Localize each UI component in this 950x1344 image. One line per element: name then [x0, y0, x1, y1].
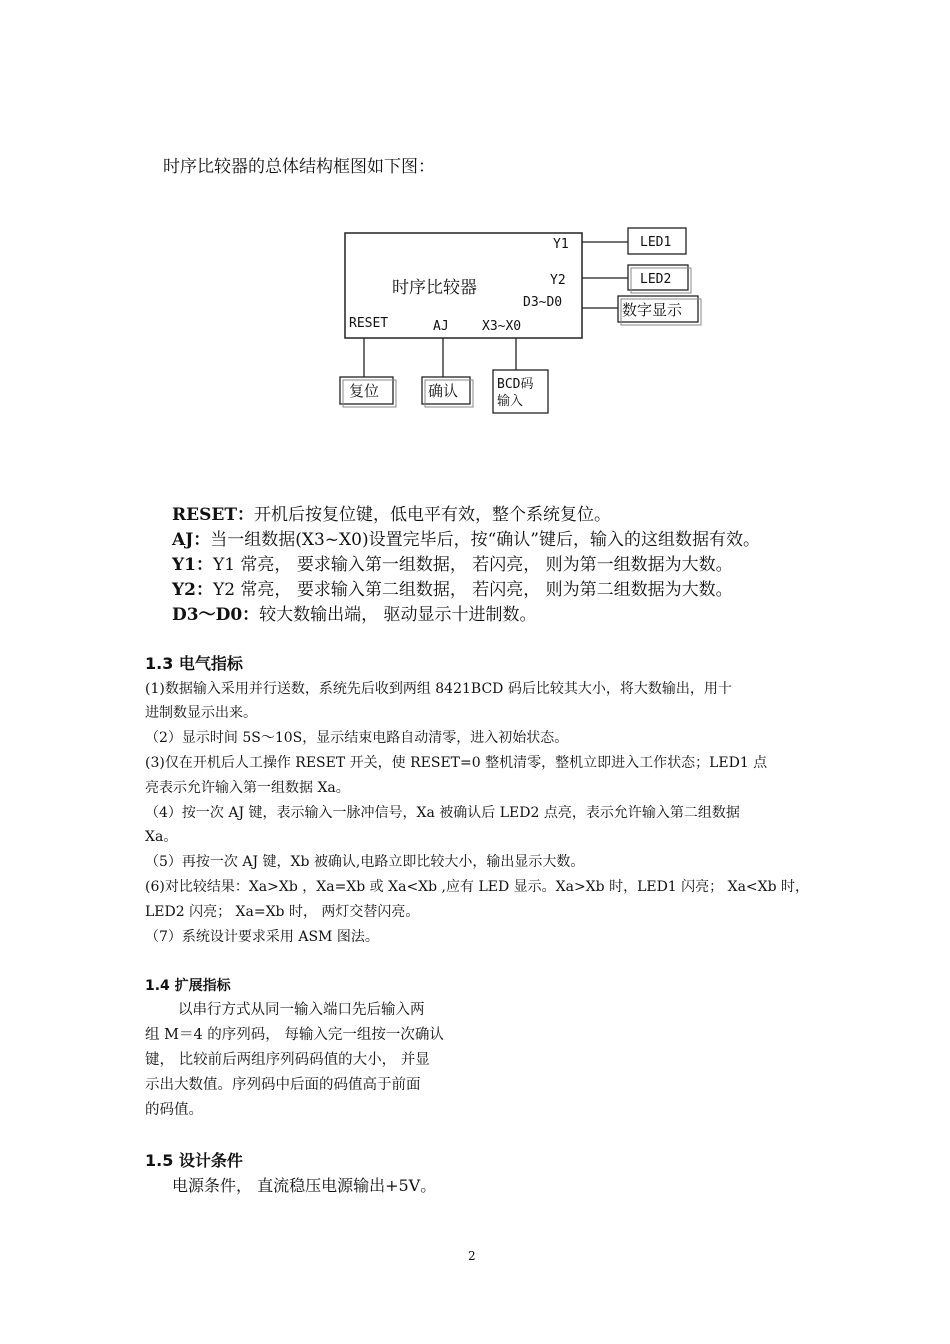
- def-d: [172, 600, 537, 625]
- input-reset-label: RESET: [349, 316, 389, 331]
- section-1-5-heading: 1.5 设计条件: [145, 1151, 243, 1170]
- def-text: 当一组数据(X3~X0)设置完毕后，按“确认”键后，输入的这组数据有效。: [210, 530, 760, 550]
- sec13-line: (3)仅在开机后人工操作 RESET 开关，使 RESET=0 整机清零，整机立即进入工作状态；LED1 点: [145, 755, 768, 771]
- sec13-line: 进制数显示出来。: [145, 705, 257, 721]
- sec13-line: 亮表示允许输入第一组数据 Xa。: [145, 780, 350, 796]
- def-y1: [172, 550, 733, 575]
- sec13-line: (1)数据输入采用并行送数，系统先后收到两组 8421BCD 码后比较其大小，将大数输出，用十: [145, 681, 732, 697]
- sec14-line: 示出大数值。序列码中后面的码值高于前面: [145, 1077, 421, 1093]
- sec13-line: LED2 闪亮； Xa=Xb 时， 两灯交替闪亮。: [145, 904, 420, 920]
- led2-label: LED2: [640, 272, 672, 287]
- sec15-text: 电源条件， 直流稳压电源输出+5V。: [172, 1176, 437, 1195]
- sec14-line: 的码值。: [145, 1102, 203, 1118]
- confirm-box-label: 确认: [428, 382, 459, 400]
- def-aj: [172, 525, 760, 550]
- sec13-line: Xa。: [145, 829, 178, 845]
- bcd-box-line2: 输入: [497, 394, 524, 409]
- input-aj-label: AJ: [433, 319, 449, 334]
- def-term: D3～D0：: [172, 605, 260, 625]
- comparator-label: 时序比较器: [392, 278, 477, 298]
- sec14-line: 以串行方式从同一输入端口先后输入两: [178, 1002, 425, 1018]
- def-text: 较大数输出端， 驱动显示十进制数。: [259, 605, 537, 625]
- def-term: Y1：: [172, 555, 213, 575]
- intro-text: 时序比较器的总体结构框图如下图：: [163, 157, 435, 177]
- led1-label: LED1: [640, 235, 672, 250]
- output-y1-label: Y1: [553, 237, 569, 252]
- output-y2-label: Y2: [550, 273, 566, 288]
- def-term: RESET：: [172, 505, 254, 525]
- output-d-label: D3~D0: [523, 295, 563, 310]
- def-text: Y2 常亮， 要求输入第二组数据， 若闪亮， 则为第二组数据为大数。: [212, 580, 733, 600]
- def-term: AJ：: [172, 530, 211, 550]
- sec13-line: （4）按一次 AJ 键，表示输入一脉冲信号，Xa 被确认后 LED2 点亮，表示允许输入第二组数据: [145, 805, 740, 821]
- reset-box-label: 复位: [349, 382, 380, 400]
- sec13-line: (6)对比较结果：Xa>Xb ，Xa=Xb 或 Xa<Xb ,应有 LED 显示。Xa>Xb 时，LED1 闪亮； Xa<Xb 时，: [145, 879, 810, 895]
- def-y2: [172, 575, 733, 600]
- input-x-label: X3~X0: [482, 319, 522, 334]
- sec14-line: 键， 比较前后两组序列码码值的大小， 并显: [145, 1052, 430, 1068]
- section-1-4-heading: 1.4 扩展指标: [145, 978, 231, 994]
- sec13-line: （7）系统设计要求采用 ASM 图法。: [145, 929, 379, 945]
- def-text: 开机后按复位键，低电平有效，整个系统复位。: [253, 505, 611, 525]
- sec14-line: 组 M＝4 的序列码， 每输入完一组按一次确认: [145, 1027, 444, 1043]
- display-label: 数字显示: [622, 301, 683, 319]
- def-reset: [172, 500, 611, 525]
- sec13-line: （2）显示时间 5S～10S，显示结束电路自动清零，进入初始状态。: [145, 730, 569, 746]
- page-number: 2: [468, 1249, 476, 1263]
- sec13-line: （5）再按一次 AJ 键，Xb 被确认,电路立即比较大小，输出显示大数。: [145, 854, 585, 870]
- bcd-box-line1: BCD码: [497, 377, 534, 392]
- section-1-3-heading: 1.3 电气指标: [145, 654, 243, 673]
- def-term: Y2：: [172, 580, 213, 600]
- block-diagram: [330, 220, 710, 420]
- def-text: Y1 常亮， 要求输入第一组数据， 若闪亮， 则为第一组数据为大数。: [212, 555, 733, 575]
